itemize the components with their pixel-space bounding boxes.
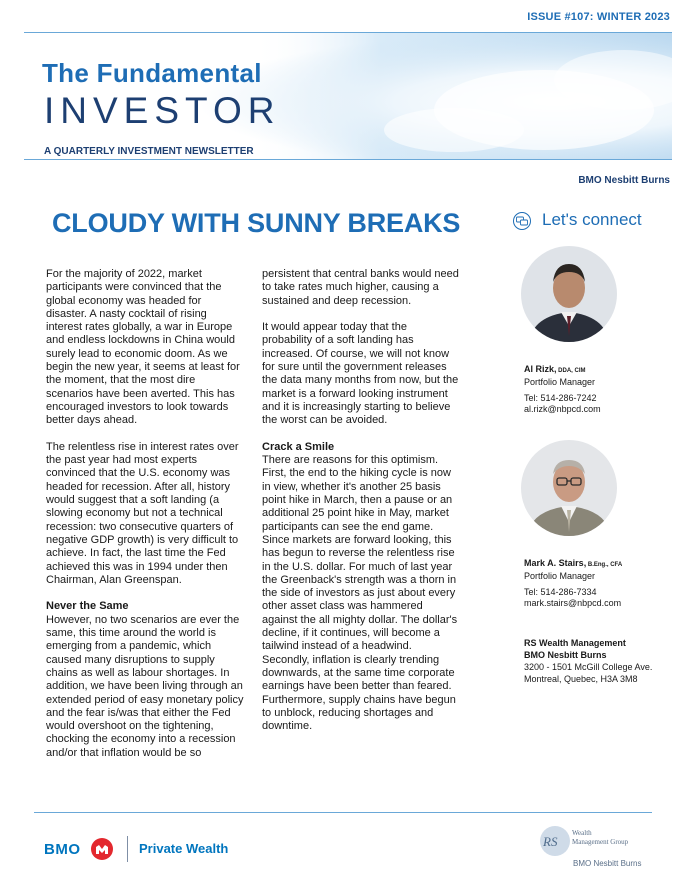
bmo-private-wealth-logo xyxy=(44,836,284,862)
paragraph: There are reasons for this optimism. First, the end to the hiking cycle is now in view, whether it's another 25 basis point hike in March, then a pause or an additional 25 point hike in May, market participants can see the end game. Since markets are forward looking, this has begun to reverse the relentless rise in the U.S. dollar. For much of last year the Greenback's strength was a thorn in the side of investors as just about every other asset class was hammered against the all mighty dollar. The dollar's decline, if it continues, will become a tailwind instead of a headwind. Secondly, inflation is clearly trending downwards, at the same time corporate earnings have been better than feared. Furthermore, supply chains have begun to unblock, reducing shortages and downtime. xyxy=(262,454,458,733)
contact-role: Portfolio Manager xyxy=(524,377,596,387)
team-name: RS Wealth Management xyxy=(524,638,626,648)
contact-credentials: B.Eng., CFA xyxy=(586,562,623,568)
contact-card-mark-stairs xyxy=(524,558,684,609)
footer-rule xyxy=(34,812,652,813)
advisor-photo-al-rizk xyxy=(521,246,617,342)
header-top-rule xyxy=(24,32,672,33)
wealth-management-group-logo xyxy=(540,826,670,874)
contact-credentials: DDA, CIM xyxy=(556,368,586,374)
logo-separator xyxy=(127,836,128,862)
chat-bubbles-icon xyxy=(512,212,532,230)
paragraph: persistent that central banks would need to take rates much higher, causing a sustained and deep recession. xyxy=(262,268,459,307)
wmg-firm-name: BMO Nesbitt Burns xyxy=(573,859,642,868)
section-heading: Crack a Smile xyxy=(262,440,335,453)
paragraph: However, no two scenarios are ever the same, this time around the world is emerging from a pandemic, which caused many disruptions to supply chains as well as labour shortages. In addition, we have been living through an extended period of easy monetary policy and the fear is/was that either the Fed would overshoot on the tightening, chocking the economy into a recession and/or that inflation would be so xyxy=(46,613,244,759)
article-column-right xyxy=(262,268,460,747)
bmo-roundel-icon xyxy=(91,838,113,860)
issue-label: ISSUE #107: WINTER 2023 xyxy=(527,11,670,23)
contact-role: Portfolio Manager xyxy=(524,571,596,581)
wmg-line-1: Wealth xyxy=(572,829,592,837)
rs-monogram: RS xyxy=(543,834,558,849)
lets-connect-heading xyxy=(512,209,682,233)
section-heading: Never the Same xyxy=(46,600,129,613)
contact-email[interactable]: al.rizk@nbpcd.com xyxy=(524,404,601,414)
contact-phone: Tel: 514-286-7334 xyxy=(524,587,597,597)
contact-phone: Tel: 514-286-7242 xyxy=(524,393,597,403)
office-firm-name: BMO Nesbitt Burns xyxy=(524,650,607,660)
article-headline: CLOUDY WITH SUNNY BREAKS xyxy=(52,208,461,238)
advisor-photo-mark-stairs xyxy=(521,440,617,536)
newsletter-title-line2: INVESTOR xyxy=(44,90,281,131)
paragraph: It would appear today that the probability of a soft landing has increased. Of course, we will not know for sure until the government releases the data many months from now, but the market is a forward looking instrument and it is increasingly starting to believe the worst can be avoided. xyxy=(262,321,459,427)
paragraph: The relentless rise in interest rates over the past year had most experts convinced that the U.S. economy was headed for recession. After all, history would suggest that a soft landing (a slowing economy but not a technical recession: two consecutive quarters of negative GDP growth) is very difficult to achieve. In fact, the last time the Fed achieved this was in 1994 under then Chairman, Alan Greenspan. xyxy=(46,440,239,586)
bmo-wordmark: BMO xyxy=(44,841,81,858)
header-bottom-rule xyxy=(24,159,672,160)
contact-card-al-rizk xyxy=(524,364,684,415)
article-column-left xyxy=(46,268,244,773)
address-line-1: 3200 - 1501 McGill College Ave. xyxy=(524,662,653,672)
lets-connect-label: Let's connect xyxy=(542,210,642,229)
contact-name: Mark A. Stairs, xyxy=(524,558,587,568)
private-wealth-label: Private Wealth xyxy=(139,841,229,856)
contact-email[interactable]: mark.stairs@nbpcd.com xyxy=(524,598,622,608)
firm-name-top: BMO Nesbitt Burns xyxy=(578,175,670,186)
wmg-line-2: Management Group xyxy=(572,838,629,846)
newsletter-title-line1: The Fundamental xyxy=(42,58,262,88)
newsletter-subtitle: A QUARTERLY INVESTMENT NEWSLETTER xyxy=(44,146,254,157)
contact-name: Al Rizk, xyxy=(524,364,557,374)
address-line-2: Montreal, Quebec, H3A 3M8 xyxy=(524,674,638,684)
paragraph: For the majority of 2022, market participants were convinced that the global economy was headed for disaster. A nasty cocktail of rising interest rates globally, a war in Europe and endless lockdowns in China would surely lead to economic doom. As we begin the new year, it seems at least for the moment, that the most dire scenarios have been averted. This has encouraged investors to look towards better days ahead. xyxy=(46,268,240,427)
office-address-block xyxy=(524,637,684,685)
